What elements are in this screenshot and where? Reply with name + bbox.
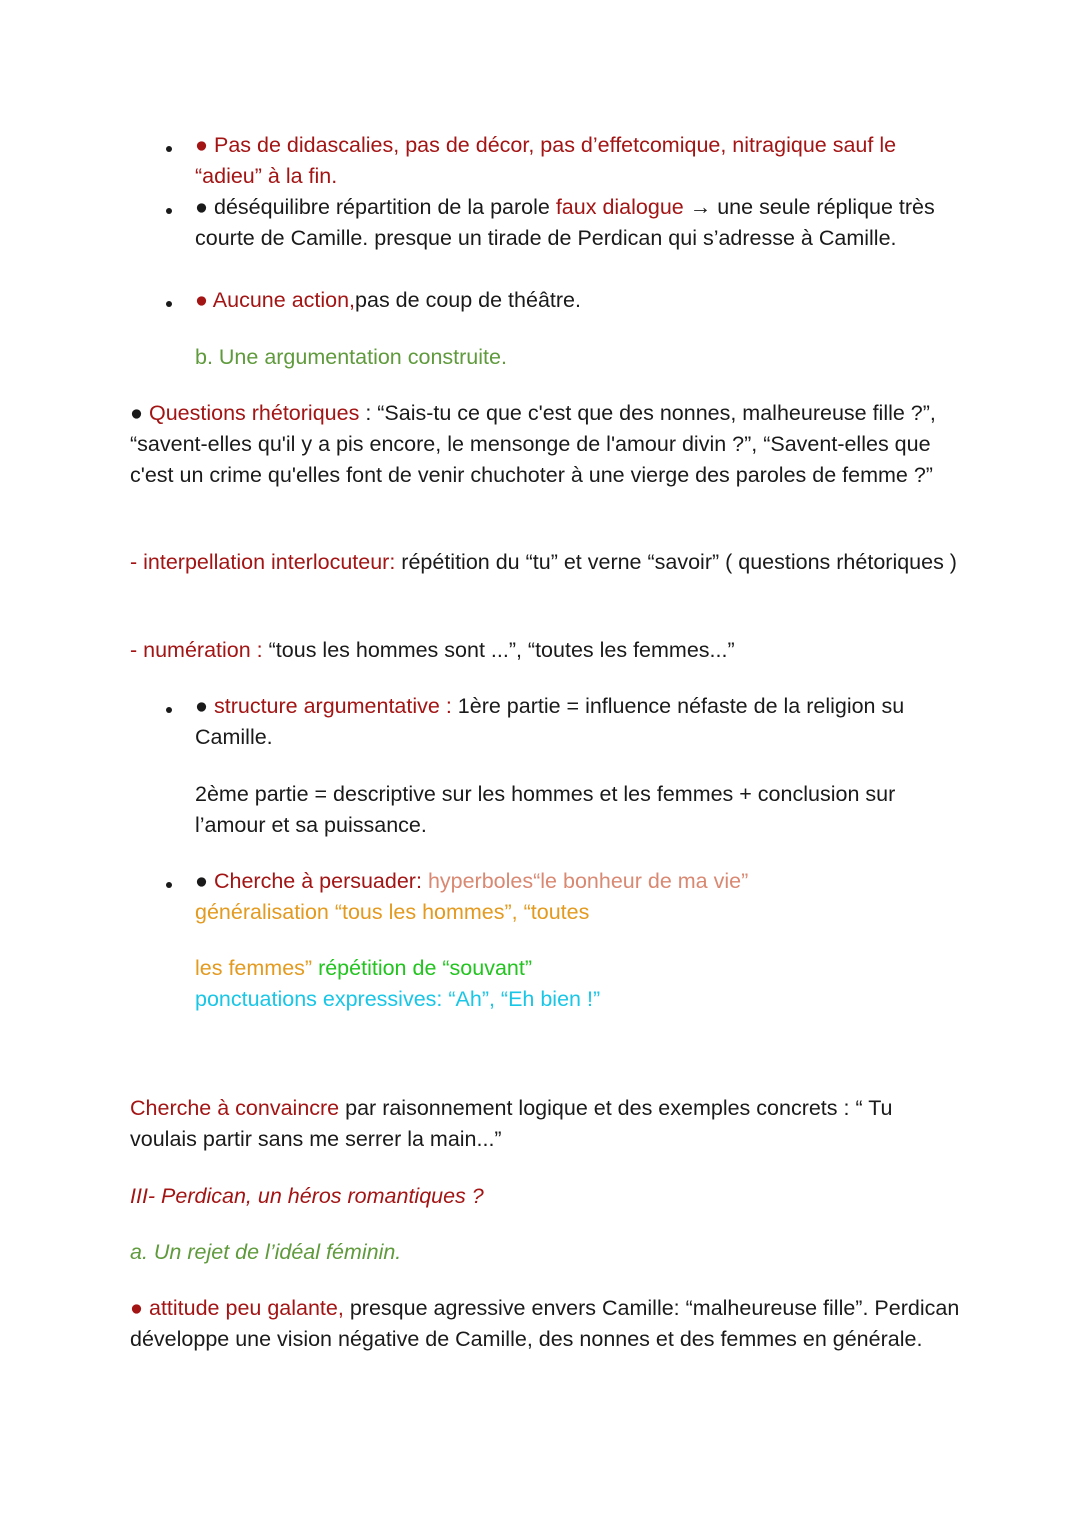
paragraph-text: : “Sais-tu ce que c'est que des nonnes, malheureuse fille ?”, “savent-elles qu'il y a pis encore, le mensonge de l'amour divin ?”, “Savent-elles que c'est un crime qu'elles font de venir chuchoter à une vierge des paroles de femme ?” [130, 401, 936, 487]
bullet-item-no-stage-directions [195, 130, 960, 192]
paragraph-interpellation [130, 547, 960, 578]
subheading-a: a. Un rejet de l’idéal féminin. [130, 1240, 402, 1264]
list-bullet-icon [166, 301, 172, 307]
paragraph-attitude [130, 1293, 960, 1355]
highlight-term: Cherche à persuader: [213, 869, 422, 893]
structure-part-two: 2ème partie = descriptive sur les hommes et les femmes + conclusion sur l’amour et sa puissance. [195, 782, 896, 837]
highlight-term: faux dialogue [555, 195, 684, 219]
bullet-text: déséquilibre répartition de la parole [213, 195, 550, 219]
bullet-text: Pas de didascalies, pas de décor, pas d’effetcomique, nitragique sauf le “adieu” à la fin. [195, 133, 897, 188]
bullet-text: une seule réplique très courte de Camille. presque un tirade de Perdican qui s’adresse à Camille. [195, 195, 935, 250]
bullet-circle-icon: ● [130, 401, 143, 425]
highlight-term: - interpellation interlocuteur: [130, 550, 396, 574]
generalisation-text: les femmes” [195, 956, 313, 980]
list-bullet-icon [166, 208, 172, 214]
persuade-continued [195, 953, 960, 1015]
highlight-term: Cherche à convaincre [130, 1096, 340, 1120]
paragraph-text: répétition du “tu” et verne “savoir” ( questions rhétoriques ) [401, 550, 957, 574]
paragraph-text: presque agressive envers Camille: “malheureuse fille”. Perdican développe une vision négative de Camille, des nonnes et des femmes en générale. [130, 1296, 960, 1351]
paragraph-convince [130, 1093, 960, 1155]
list-bullet-icon [166, 882, 172, 888]
paragraph-text: par raisonnement logique et des exemples concrets : “ Tu voulais partir sans me serrer la main...” [130, 1096, 893, 1151]
bullet-item-imbalance [195, 192, 960, 254]
highlight-term: Aucune action, [212, 288, 356, 312]
generalisation-text: généralisation “tous les hommes”, “toutes [195, 900, 590, 924]
list-bullet-icon [166, 146, 172, 152]
list-bullet-icon [166, 707, 172, 713]
bullet-circle-icon: ● [130, 1296, 143, 1320]
bullet-circle-icon: ● [195, 133, 208, 157]
bullet-text: pas de coup de théâtre. [355, 288, 581, 312]
subheading-b: b. Une argumentation construite. [195, 345, 507, 369]
bullet-circle-icon: ● [195, 195, 208, 219]
highlight-term: Questions rhétoriques [148, 401, 360, 425]
bullet-circle-icon: ● [195, 869, 208, 893]
bullet-item-structure [195, 691, 960, 753]
bullet-circle-icon: ● [195, 288, 208, 312]
bullet-text: 1ère partie = influence néfaste de la religion su Camille. [195, 694, 905, 749]
section-heading-iii: III- Perdican, un héros romantiques ? [130, 1184, 484, 1208]
bullet-item-persuade [195, 866, 960, 928]
punctuation-text: ponctuations expressives: “Ah”, “Eh bien !” [195, 987, 601, 1011]
paragraph-numeration [130, 635, 960, 666]
bullet-item-no-action [195, 285, 960, 316]
arrow-right-icon: → [689, 195, 712, 219]
highlight-term: attitude peu galante, [148, 1296, 344, 1320]
paragraph-text: “tous les hommes sont ...”, “toutes les femmes...” [268, 638, 735, 662]
bullet-circle-icon: ● [195, 694, 208, 718]
paragraph-rhetorical-questions [130, 398, 960, 491]
highlight-term: structure argumentative : [213, 694, 452, 718]
repetition-text: répétition de “souvant” [318, 956, 532, 980]
hyperbole-text: hyperboles“le bonheur de ma vie” [427, 869, 749, 893]
highlight-term: - numération : [130, 638, 263, 662]
